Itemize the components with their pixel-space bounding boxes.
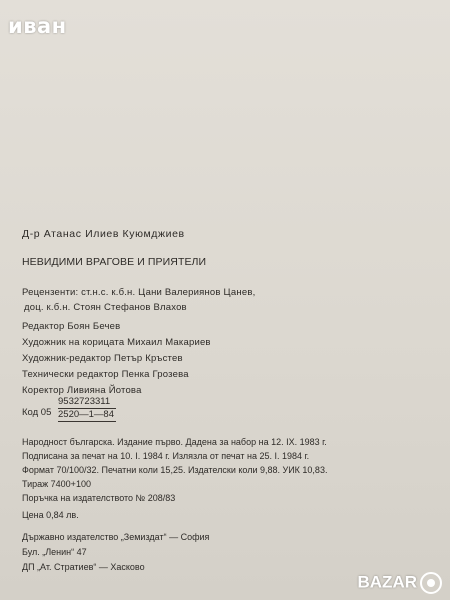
bazar-watermark (358, 572, 443, 594)
pub-line-order: Поръчка на издателството № 208/83 (22, 493, 176, 503)
credit-line-art-editor: Художник-редактор Петър Кръстев (22, 353, 183, 364)
credit-line-editor: Редактор Боян Бечев (22, 321, 121, 332)
printer-name: ДП „Ат. Стратиев“ — Хасково (22, 562, 145, 572)
code-label: Код 05 (22, 407, 52, 418)
bazar-watermark-text: BAZAR (357, 572, 417, 592)
credit-line-tech-editor: Технически редактор Пенка Грозева (22, 369, 189, 380)
credit-line-reviewer-2: доц. к.б.н. Стоян Стефанов Влахов (24, 302, 187, 313)
author-name: Д-р Атанас Илиев Куюмджиев (22, 228, 185, 240)
code-line-1: 9532723311 (58, 396, 116, 409)
code-line-2: 2520—1—84 (58, 409, 114, 420)
pub-line-format: Формат 70/100/32. Печатни коли 15,25. Издателски коли 9,88. УИК 10,83. (22, 465, 328, 475)
pub-line-price: Цена 0,84 лв. (22, 510, 79, 520)
publisher-address: Бул. „Ленин“ 47 (22, 547, 87, 557)
pub-line-print-run: Тираж 7400+100 (22, 479, 91, 489)
bazar-logo-icon (420, 572, 442, 594)
credit-line-proofreader: Коректор Ливияна Йотова (22, 385, 142, 396)
user-watermark: иван (8, 14, 67, 38)
code-block (58, 396, 116, 422)
book-title: НЕВИДИМИ ВРАГОВЕ И ПРИЯТЕЛИ (22, 256, 207, 268)
pub-line-print-dates: Подписана за печат на 10. I. 1984 г. Излязла от печат на 25. I. 1984 г. (22, 451, 310, 461)
credit-line-cover-artist: Художник на корицата Михаил Макариев (22, 337, 211, 348)
publisher-name: Държавно издателство „Земиздат“ — София (22, 532, 210, 542)
credit-line-reviewers: Рецензенти: ст.н.с. к.б.н. Цани Валериянов Цанев, (22, 287, 256, 298)
pub-line-nationality: Народност българска. Издание първо. Дадена за набор на 12. IX. 1983 г. (22, 437, 327, 447)
